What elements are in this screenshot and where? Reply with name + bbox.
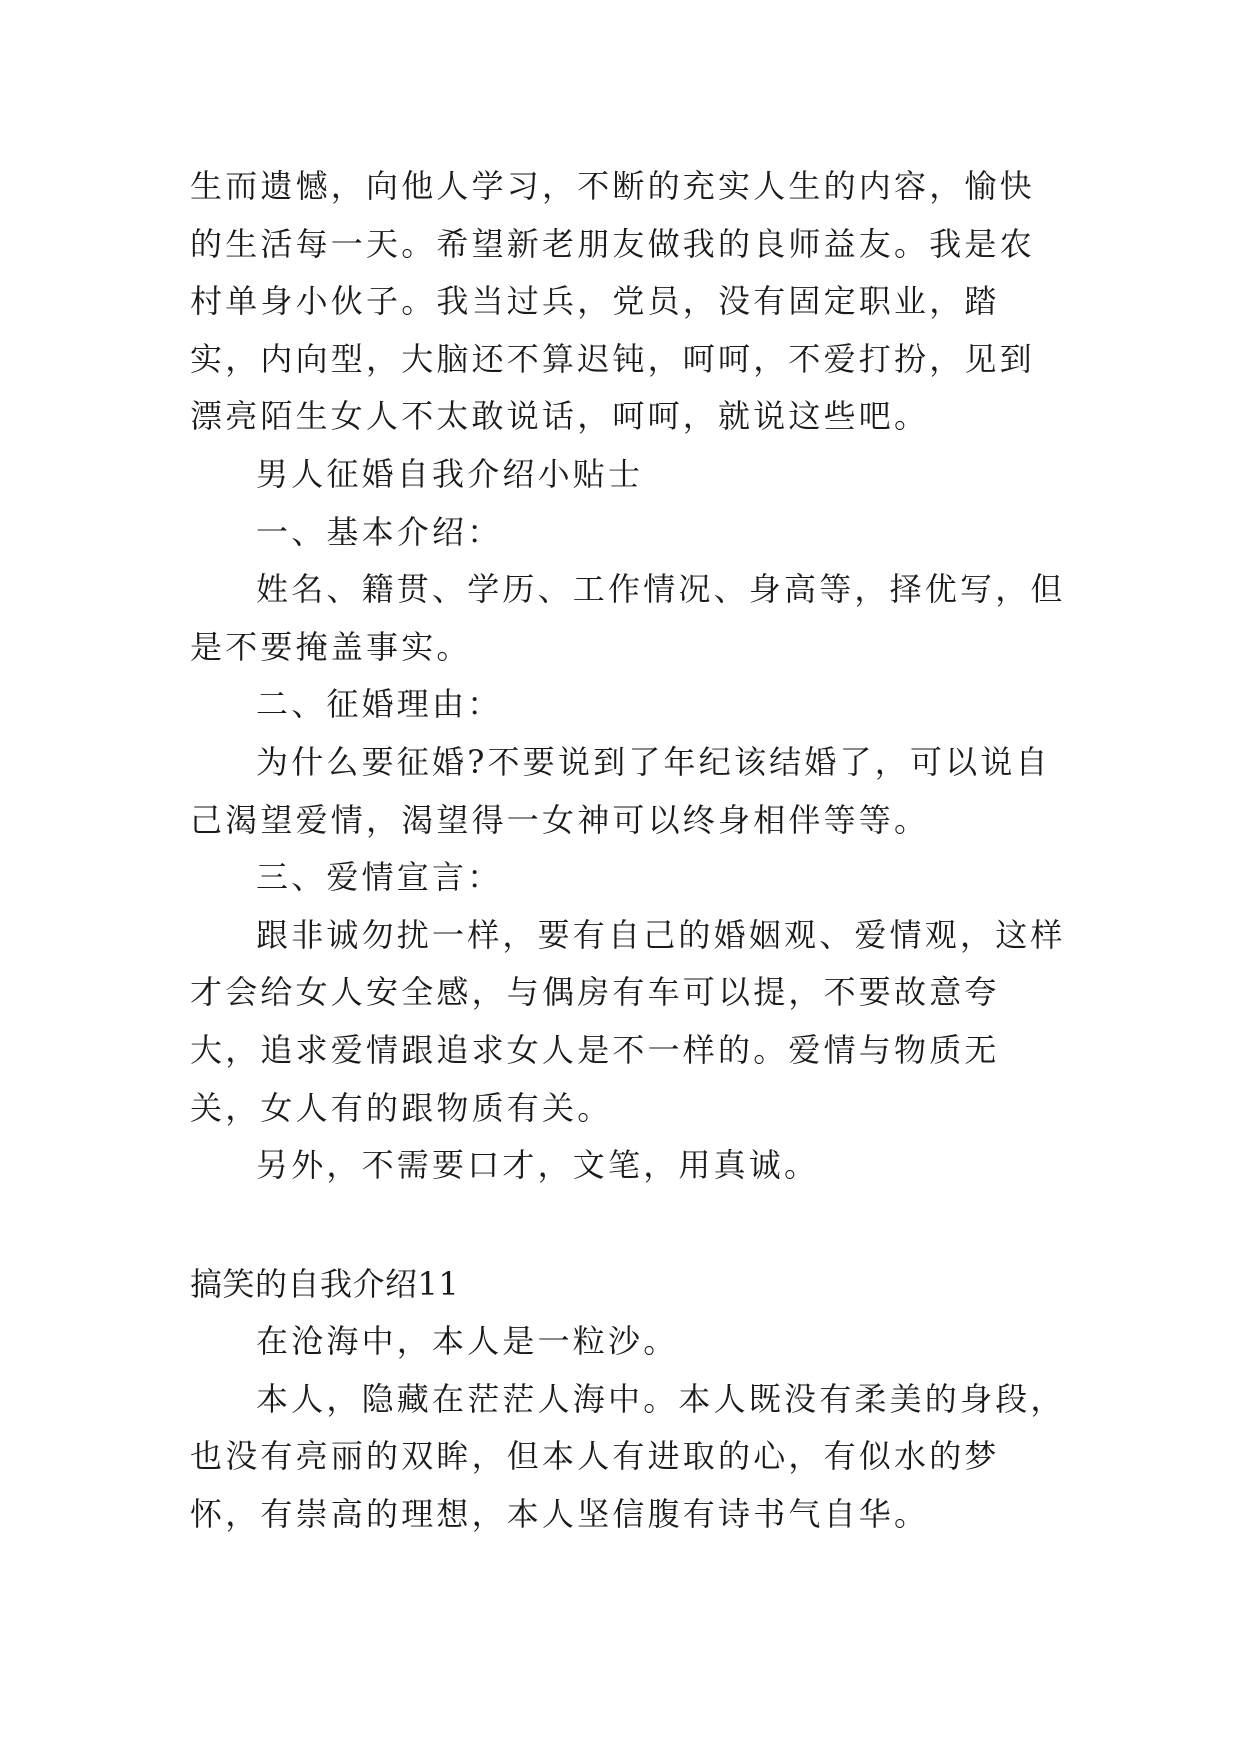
section-spacer xyxy=(190,1195,1066,1256)
section-title: 搞笑的自我介绍11 xyxy=(190,1264,460,1303)
paragraph-tips-title: 男人征婚自我介绍小贴士 xyxy=(256,454,644,493)
paragraph-reason: 为什么要征婚?不要说到了年纪该结婚了，可以说自己渴望爱情，渴望得一女神可以终身相伴等等。 xyxy=(190,742,1051,839)
paragraph-closing: 另外，不需要口才，文笔，用真诚。 xyxy=(256,1146,820,1185)
paragraph-self-description: 本人，隐藏在茫茫人海中。本人既没有柔美的身段，也没有亮丽的双眸，但本人有进取的心，有似水的梦怀，有崇高的理想，本人坚信腹有诗书气自华。 xyxy=(190,1379,1066,1534)
paragraph-intro-continued: 生而遗憾，向他人学习，不断的充实人生的内容，愉快的生活每一天。希望新老朋友做我的良师益友。我是农村单身小伙子。我当过兵，党员，没有固定职业，踏实，内向型，大脑还不算迟钝，呵呵，不爱打扮，见到漂亮陌生女人不太敢说话，呵呵，就说这些吧。 xyxy=(190,167,1035,436)
paragraph-sand: 在沧海中，本人是一粒沙。 xyxy=(256,1322,679,1361)
document-body xyxy=(190,158,1066,1544)
paragraph-declaration-heading: 三、爱情宣言： xyxy=(256,858,503,897)
paragraph-basic-intro: 姓名、籍贯、学历、工作情况、身高等，择优写，但是不要掩盖事实。 xyxy=(190,570,1066,666)
paragraph-reason-heading: 二、征婚理由： xyxy=(256,685,503,724)
paragraph-declaration: 跟非诚勿扰一样，要有自己的婚姻观、爱情观，这样才会给女人安全感，与偶房有车可以提，不要故意夸大，追求爱情跟追求女人是不一样的。爱情与物质无关，女人有的跟物质有关。 xyxy=(190,915,1066,1127)
paragraph-basic-intro-heading: 一、基本介绍： xyxy=(256,512,503,551)
